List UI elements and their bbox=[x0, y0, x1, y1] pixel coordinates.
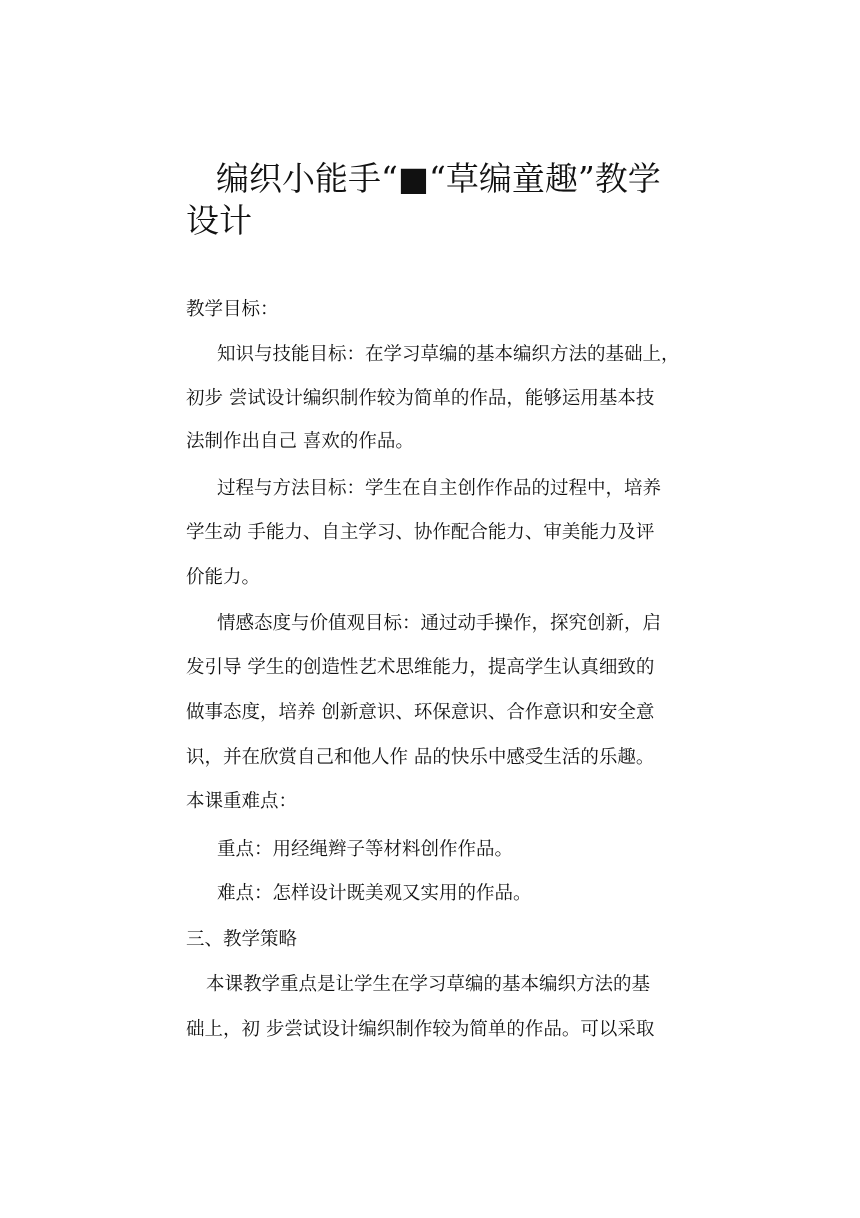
emotion-line-4: 识，并在欣赏自己和他人作 品的快乐中感受生活的乐趣。 bbox=[186, 747, 655, 768]
process-line-3: 价能力。 bbox=[186, 567, 261, 588]
title-line-1: 编织小能手“■“草编童趣”教学 bbox=[216, 159, 661, 198]
key-point: 重点：用经绳辫子等材料创作作品。 bbox=[217, 839, 514, 860]
hard-point: 难点：怎样设计既美观又实用的作品。 bbox=[217, 883, 532, 904]
objectives-heading: 教学目标： bbox=[186, 299, 279, 320]
knowledge-line-2: 初步 尝试设计编织制作较为简单的作品，能够运用基本技 bbox=[186, 388, 655, 409]
title-line-2: 设计 bbox=[186, 201, 252, 240]
knowledge-line-1: 知识与技能目标：在学习草编的基本编织方法的基础上， bbox=[217, 344, 680, 365]
knowledge-line-3: 法制作出自己 喜欢的作品。 bbox=[186, 431, 414, 452]
process-line-1: 过程与方法目标：学生在自主创作作品的过程中，培养 bbox=[217, 478, 662, 499]
strategy-heading: 三、教学策略 bbox=[186, 929, 298, 950]
difficulty-heading: 本课重难点： bbox=[186, 791, 298, 812]
emotion-line-1: 情感态度与价值观目标：通过动手操作，探究创新，启 bbox=[217, 613, 662, 634]
emotion-line-3: 做事态度，培养 创新意识、环保意识、合作意识和安全意 bbox=[186, 702, 655, 723]
document-title bbox=[186, 158, 686, 242]
strategy-line-2: 础上，初 步尝试设计编织制作较为简单的作品。可以采取 bbox=[186, 1019, 655, 1040]
strategy-line-1: 本课教学重点是让学生在学习草编的基本编织方法的基 bbox=[206, 974, 651, 995]
emotion-line-2: 发引导 学生的创造性艺术思维能力，提高学生认真细致的 bbox=[186, 657, 655, 678]
process-line-2: 学生动 手能力、自主学习、协作配合能力、审美能力及评 bbox=[186, 522, 655, 543]
